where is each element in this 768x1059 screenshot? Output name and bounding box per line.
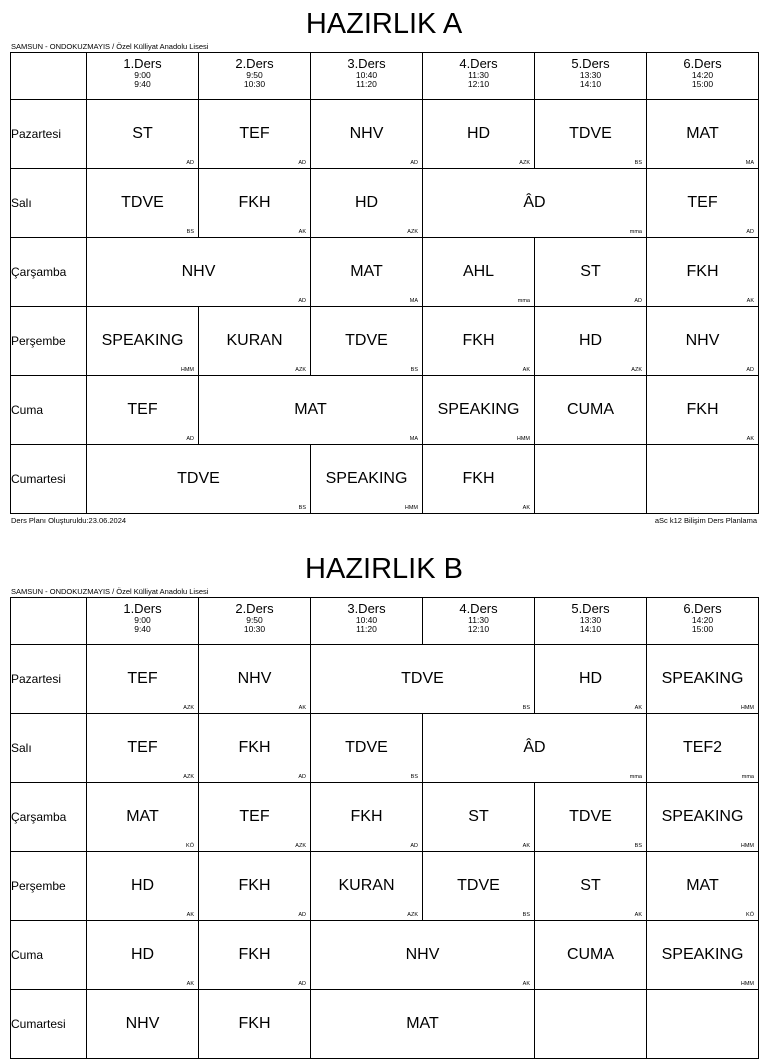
lesson-cell: [535, 645, 647, 714]
lesson-subject: NHV: [405, 946, 440, 963]
lesson-teacher: AK: [298, 229, 306, 235]
lesson-cell: [535, 852, 647, 921]
lesson-subject: MAT: [406, 1015, 439, 1032]
lesson-cell: [311, 645, 535, 714]
lesson-cell: [87, 445, 311, 514]
lesson-subject: TEF2: [682, 739, 723, 756]
day-label: Cumartesi: [11, 445, 87, 514]
lesson-subject: HD: [578, 332, 603, 349]
lesson-subject: TEF: [239, 125, 270, 142]
lesson-cell: [647, 169, 759, 238]
lesson-teacher: AD: [186, 160, 194, 166]
period-start-time: 14:20: [691, 70, 714, 80]
lesson-subject: FKH: [238, 1015, 271, 1032]
lesson-teacher: HMM: [740, 705, 754, 711]
period-end-time: 11:20: [356, 624, 377, 634]
period-label: 3.Ders: [347, 601, 386, 616]
lesson-teacher: HMM: [404, 505, 418, 511]
lesson-cell: [199, 921, 311, 990]
period-header: [647, 598, 759, 645]
school-name: SAMSUN - ONDOKUZMAYIS / Özel Külliyat Anadolu Lisesi: [11, 42, 209, 51]
lesson-cell: [423, 376, 535, 445]
lesson-subject: KURAN: [338, 877, 395, 894]
lesson-subject: TDVE: [457, 877, 500, 894]
lesson-teacher: HMM: [740, 981, 754, 987]
period-header: [311, 598, 423, 645]
lesson-subject: CUMA: [566, 946, 615, 963]
period-start-time: 11:30: [468, 615, 489, 625]
lesson-subject: SPEAKING: [661, 808, 744, 825]
lesson-teacher: AZK: [407, 229, 418, 235]
timetable: [10, 597, 759, 1059]
lesson-cell: [647, 645, 759, 714]
corner-cell: [11, 53, 87, 100]
lesson-subject: NHV: [181, 263, 216, 280]
lesson-teacher: BS: [634, 843, 642, 849]
lesson-subject: HD: [130, 877, 155, 894]
lesson-cell: [647, 921, 759, 990]
lesson-teacher: AZK: [183, 774, 194, 780]
footer-software: aSc k12 Bilişim Ders Planlama: [654, 516, 757, 525]
lesson-cell: [87, 100, 199, 169]
lesson-subject: TDVE: [121, 194, 164, 211]
lesson-cell: [647, 100, 759, 169]
day-label: Cuma: [11, 921, 87, 990]
lesson-subject: MAT: [686, 125, 719, 142]
lesson-cell: [535, 445, 647, 514]
schedule-title: HAZIRLIK A: [305, 8, 463, 40]
lesson-cell: [87, 990, 199, 1059]
lesson-cell: [311, 169, 423, 238]
lesson-cell: [87, 714, 199, 783]
period-start-time: 14:20: [691, 615, 714, 625]
lesson-teacher: AK: [522, 505, 530, 511]
lesson-teacher: AD: [298, 912, 306, 918]
period-header: [423, 53, 535, 100]
lesson-subject: FKH: [686, 401, 719, 418]
lesson-teacher: BS: [634, 160, 642, 166]
lesson-cell: [535, 100, 647, 169]
lesson-subject: TEF: [239, 808, 270, 825]
lesson-subject: TDVE: [569, 808, 612, 825]
lesson-teacher: HMM: [180, 367, 194, 373]
lesson-teacher: AK: [522, 367, 530, 373]
lesson-teacher: AK: [634, 912, 642, 918]
timetable: [10, 52, 759, 514]
lesson-subject: HD: [466, 125, 491, 142]
lesson-cell: [199, 376, 423, 445]
day-label: Perşembe: [11, 307, 87, 376]
lesson-subject: TDVE: [569, 125, 612, 142]
period-header: [535, 598, 647, 645]
lesson-subject: MAT: [686, 877, 719, 894]
lesson-teacher: AK: [746, 436, 754, 442]
lesson-cell: [311, 852, 423, 921]
header-row: [11, 53, 759, 100]
lesson-cell: [87, 376, 199, 445]
period-label: 2.Ders: [235, 56, 274, 71]
day-row: [11, 307, 759, 376]
lesson-teacher: AK: [522, 843, 530, 849]
period-label: 1.Ders: [123, 56, 162, 71]
lesson-subject: FKH: [238, 194, 271, 211]
lesson-subject: TEF: [127, 739, 158, 756]
lesson-teacher: KÖ: [186, 843, 194, 849]
lesson-cell: [535, 921, 647, 990]
day-label: Pazartesi: [11, 100, 87, 169]
lesson-teacher: HMM: [516, 436, 530, 442]
period-end-time: 14:10: [579, 624, 602, 634]
lesson-subject: FKH: [686, 263, 719, 280]
period-end-time: 14:10: [579, 79, 602, 89]
lesson-cell: [199, 783, 311, 852]
lesson-cell: [423, 445, 535, 514]
lesson-cell: [311, 238, 423, 307]
lesson-subject: TDVE: [345, 332, 388, 349]
lesson-subject: TEF: [687, 194, 718, 211]
lesson-cell: [423, 238, 535, 307]
lesson-subject: CUMA: [566, 401, 615, 418]
day-row: [11, 783, 759, 852]
lesson-cell: [647, 990, 759, 1059]
lesson-subject: MAT: [126, 808, 159, 825]
day-row: [11, 990, 759, 1059]
lesson-teacher: AD: [186, 436, 194, 442]
lesson-subject: ST: [580, 263, 601, 280]
lesson-subject: KURAN: [226, 332, 283, 349]
lesson-teacher: AK: [746, 298, 754, 304]
period-header: [87, 598, 199, 645]
lesson-subject: ÂD: [523, 739, 546, 756]
lesson-subject: AHL: [462, 263, 495, 280]
period-end-time: 15:00: [691, 624, 714, 634]
lesson-teacher: AK: [186, 981, 194, 987]
lesson-cell: [423, 783, 535, 852]
lesson-teacher: BS: [522, 705, 530, 711]
lesson-cell: [311, 100, 423, 169]
lesson-subject: TDVE: [345, 739, 388, 756]
lesson-teacher: AK: [186, 912, 194, 918]
lesson-cell: [647, 852, 759, 921]
lesson-cell: [535, 238, 647, 307]
lesson-teacher: mma: [517, 298, 530, 304]
day-row: [11, 645, 759, 714]
lesson-subject: FKH: [350, 808, 383, 825]
lesson-teacher: AD: [298, 160, 306, 166]
lesson-cell: [87, 307, 199, 376]
day-label: Pazartesi: [11, 645, 87, 714]
lesson-cell: [311, 783, 423, 852]
day-row: [11, 169, 759, 238]
lesson-cell: [647, 714, 759, 783]
lesson-teacher: AK: [522, 981, 530, 987]
lesson-teacher: AD: [298, 298, 306, 304]
lesson-cell: [535, 990, 647, 1059]
lesson-cell: [647, 445, 759, 514]
period-start-time: 13:30: [579, 70, 602, 80]
lesson-teacher: mma: [629, 229, 642, 235]
period-start-time: 10:40: [355, 70, 378, 80]
lesson-teacher: AD: [746, 367, 754, 373]
lesson-cell: [311, 990, 535, 1059]
schedule-hazirlik-a: [0, 0, 768, 528]
lesson-cell: [87, 169, 199, 238]
lesson-cell: [87, 238, 311, 307]
lesson-teacher: BS: [522, 912, 530, 918]
day-row: [11, 921, 759, 990]
period-end-time: 9:40: [134, 79, 151, 89]
lesson-teacher: AD: [746, 229, 754, 235]
lesson-cell: [199, 169, 311, 238]
lesson-cell: [311, 307, 423, 376]
lesson-teacher: MA: [409, 298, 418, 304]
lesson-cell: [311, 714, 423, 783]
lesson-teacher: HMM: [740, 843, 754, 849]
lesson-cell: [311, 921, 535, 990]
lesson-cell: [199, 990, 311, 1059]
lesson-subject: ST: [132, 125, 153, 142]
day-row: [11, 238, 759, 307]
lesson-cell: [199, 307, 311, 376]
lesson-cell: [423, 307, 535, 376]
period-end-time: 11:20: [356, 79, 377, 89]
period-start-time: 11:30: [468, 70, 489, 80]
footer-created-date: Ders Planı Oluşturuldu:23.06.2024: [11, 516, 127, 525]
period-end-time: 10:30: [243, 624, 266, 634]
day-row: [11, 376, 759, 445]
lesson-subject: SPEAKING: [325, 470, 408, 487]
lesson-subject: FKH: [238, 739, 271, 756]
lesson-subject: NHV: [685, 332, 720, 349]
period-start-time: 9:00: [134, 615, 151, 625]
day-label: Çarşamba: [11, 783, 87, 852]
lesson-cell: [647, 238, 759, 307]
period-label: 6.Ders: [683, 56, 722, 71]
lesson-cell: [199, 852, 311, 921]
period-start-time: 9:00: [134, 70, 151, 80]
lesson-cell: [535, 307, 647, 376]
lesson-cell: [311, 445, 423, 514]
lesson-teacher: mma: [741, 774, 754, 780]
period-label: 3.Ders: [347, 56, 386, 71]
lesson-teacher: AD: [634, 298, 642, 304]
day-label: Salı: [11, 714, 87, 783]
period-header: [199, 53, 311, 100]
lesson-subject: FKH: [238, 946, 271, 963]
lesson-subject: SPEAKING: [661, 946, 744, 963]
school-name: SAMSUN - ONDOKUZMAYIS / Özel Külliyat Anadolu Lisesi: [11, 587, 209, 596]
period-label: 2.Ders: [235, 601, 274, 616]
lesson-teacher: AZK: [407, 912, 418, 918]
schedule-title: HAZIRLIK B: [305, 553, 463, 585]
day-label: Çarşamba: [11, 238, 87, 307]
lesson-teacher: KÖ: [746, 912, 754, 918]
period-start-time: 9:50: [246, 70, 263, 80]
lesson-teacher: AD: [410, 160, 418, 166]
period-label: 6.Ders: [683, 601, 722, 616]
lesson-subject: NHV: [349, 125, 384, 142]
day-label: Perşembe: [11, 852, 87, 921]
lesson-subject: FKH: [238, 877, 271, 894]
lesson-teacher: AD: [298, 981, 306, 987]
lesson-teacher: AK: [634, 705, 642, 711]
period-end-time: 15:00: [691, 79, 714, 89]
period-start-time: 9:50: [246, 615, 263, 625]
lesson-cell: [423, 852, 535, 921]
period-end-time: 12:10: [467, 624, 490, 634]
period-label: 4.Ders: [459, 601, 498, 616]
period-label: 1.Ders: [123, 601, 162, 616]
lesson-cell: [199, 645, 311, 714]
day-row: [11, 100, 759, 169]
lesson-teacher: MA: [745, 160, 754, 166]
day-label: Cumartesi: [11, 990, 87, 1059]
lesson-subject: TDVE: [401, 670, 444, 687]
period-start-time: 10:40: [355, 615, 378, 625]
period-label: 5.Ders: [571, 56, 610, 71]
lesson-teacher: AZK: [631, 367, 642, 373]
lesson-subject: SPEAKING: [101, 332, 184, 349]
lesson-teacher: AZK: [295, 367, 306, 373]
day-label: Salı: [11, 169, 87, 238]
lesson-subject: NHV: [125, 1015, 160, 1032]
lesson-subject: MAT: [350, 263, 383, 280]
lesson-cell: [199, 714, 311, 783]
header-row: [11, 598, 759, 645]
lesson-subject: NHV: [237, 670, 272, 687]
lesson-cell: [647, 376, 759, 445]
lesson-cell: [535, 783, 647, 852]
lesson-subject: TDVE: [177, 470, 220, 487]
lesson-subject: FKH: [462, 332, 495, 349]
lesson-cell: [423, 100, 535, 169]
lesson-teacher: BS: [298, 505, 306, 511]
period-label: 5.Ders: [571, 601, 610, 616]
lesson-teacher: AK: [298, 705, 306, 711]
lesson-subject: HD: [354, 194, 379, 211]
lesson-teacher: BS: [186, 229, 194, 235]
lesson-subject: ST: [580, 877, 601, 894]
lesson-teacher: AZK: [519, 160, 530, 166]
lesson-teacher: AZK: [295, 843, 306, 849]
period-header: [535, 53, 647, 100]
day-row: [11, 714, 759, 783]
lesson-teacher: BS: [410, 774, 418, 780]
day-row: [11, 852, 759, 921]
lesson-cell: [423, 714, 647, 783]
lesson-teacher: mma: [629, 774, 642, 780]
lesson-cell: [535, 376, 647, 445]
lesson-cell: [87, 921, 199, 990]
lesson-teacher: MA: [409, 436, 418, 442]
lesson-subject: SPEAKING: [661, 670, 744, 687]
day-row: [11, 445, 759, 514]
lesson-subject: ST: [468, 808, 489, 825]
lesson-subject: TEF: [127, 670, 158, 687]
lesson-cell: [199, 100, 311, 169]
lesson-subject: MAT: [294, 401, 327, 418]
period-header: [647, 53, 759, 100]
lesson-subject: SPEAKING: [437, 401, 520, 418]
day-label: Cuma: [11, 376, 87, 445]
period-end-time: 12:10: [467, 79, 490, 89]
period-end-time: 9:40: [134, 624, 151, 634]
lesson-teacher: AZK: [183, 705, 194, 711]
period-label: 4.Ders: [459, 56, 498, 71]
period-header: [87, 53, 199, 100]
lesson-teacher: AD: [410, 843, 418, 849]
lesson-teacher: BS: [410, 367, 418, 373]
lesson-subject: FKH: [462, 470, 495, 487]
period-header: [423, 598, 535, 645]
period-header: [311, 53, 423, 100]
lesson-cell: [87, 783, 199, 852]
period-end-time: 10:30: [243, 79, 266, 89]
lesson-cell: [87, 852, 199, 921]
lesson-cell: [647, 783, 759, 852]
lesson-cell: [423, 169, 647, 238]
lesson-subject: TEF: [127, 401, 158, 418]
lesson-subject: HD: [130, 946, 155, 963]
lesson-subject: ÂD: [523, 194, 546, 211]
schedule-hazirlik-b: [0, 545, 768, 1032]
period-header: [199, 598, 311, 645]
lesson-cell: [87, 645, 199, 714]
lesson-subject: HD: [578, 670, 603, 687]
lesson-teacher: AD: [298, 774, 306, 780]
period-start-time: 13:30: [579, 615, 602, 625]
corner-cell: [11, 598, 87, 645]
lesson-cell: [647, 307, 759, 376]
